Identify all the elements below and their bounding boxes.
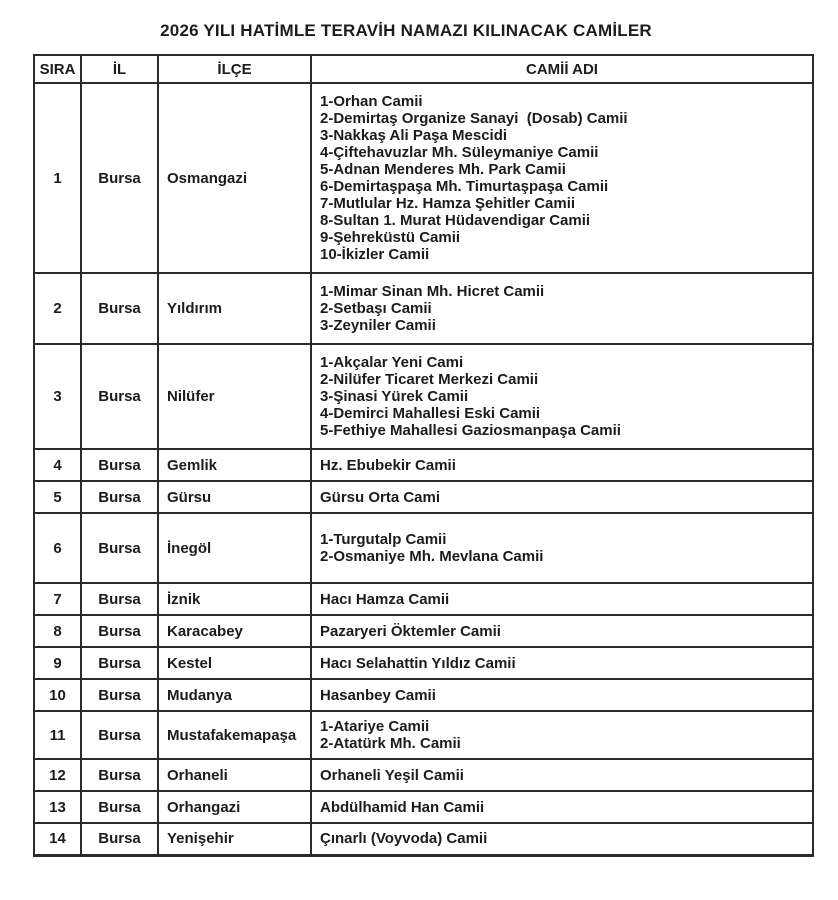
cell-sira: 5 — [34, 481, 81, 513]
table-row — [34, 344, 813, 449]
cell-il: Bursa — [81, 449, 158, 481]
cell-sira: 6 — [34, 513, 81, 583]
table-row — [34, 823, 813, 855]
cell-camii-adi — [311, 83, 813, 273]
cell-ilce: Yıldırım — [158, 273, 311, 344]
mosque-line: 4-Demirci Mahallesi Eski Camii — [320, 405, 541, 422]
mosque-line: 7-Mutlular Hz. Hamza Şehitler Camii — [320, 195, 576, 212]
column-header-camii-adi: CAMİİ ADI — [311, 55, 813, 83]
header-row — [34, 55, 813, 83]
mosque-line: Gürsu Orta Cami — [320, 488, 441, 506]
cell-ilce: Orhangazi — [158, 791, 311, 823]
cell-sira: 12 — [34, 759, 81, 791]
cell-ilce: Nilüfer — [158, 344, 311, 449]
cell-sira: 11 — [34, 711, 81, 759]
cell-sira: 3 — [34, 344, 81, 449]
cell-camii-adi — [311, 513, 813, 583]
cell-sira: 13 — [34, 791, 81, 823]
cell-camii-adi — [311, 679, 813, 711]
table-row — [34, 449, 813, 481]
cell-ilce: Mustafakemapaşa — [158, 711, 311, 759]
cell-il: Bursa — [81, 759, 158, 791]
cell-il: Bursa — [81, 273, 158, 344]
mosque-line: 1-Akçalar Yeni Cami — [320, 354, 464, 371]
column-header-sira: SIRA — [34, 55, 81, 83]
mosque-line: 2-Nilüfer Ticaret Merkezi Camii — [320, 371, 539, 388]
mosque-line: Pazaryeri Öktemler Camii — [320, 622, 501, 640]
mosque-line: 5-Adnan Menderes Mh. Park Camii — [320, 161, 566, 178]
mosque-line: 2-Setbaşı Camii — [320, 300, 432, 317]
cell-ilce: Orhaneli — [158, 759, 311, 791]
cell-il: Bursa — [81, 83, 158, 273]
column-header-il: İL — [81, 55, 158, 83]
cell-sira: 2 — [34, 273, 81, 344]
cell-ilce: Osmangazi — [158, 83, 311, 273]
mosque-line: 3-Şinasi Yürek Camii — [320, 388, 469, 405]
cell-sira: 7 — [34, 583, 81, 615]
cell-ilce: Yenişehir — [158, 823, 311, 855]
mosque-line: Abdülhamid Han Camii — [320, 798, 485, 816]
cell-il: Bursa — [81, 679, 158, 711]
mosque-line: 2-Atatürk Mh. Camii — [320, 735, 461, 752]
mosque-line: 2-Demirtaş Organize Sanayi (Dosab) Camii — [320, 110, 628, 127]
cell-sira: 10 — [34, 679, 81, 711]
mosque-line: 1-Turgutalp Camii — [320, 531, 447, 548]
mosque-line: 6-Demirtaşpaşa Mh. Timurtaşpaşa Camii — [320, 178, 609, 195]
cell-camii-adi — [311, 791, 813, 823]
cell-il: Bursa — [81, 823, 158, 855]
mosque-line: 1-Mimar Sinan Mh. Hicret Camii — [320, 283, 545, 300]
mosque-line: Hasanbey Camii — [320, 686, 436, 704]
cell-sira: 8 — [34, 615, 81, 647]
cell-ilce: İznik — [158, 583, 311, 615]
mosque-line: 1-Orhan Camii — [320, 93, 423, 110]
table-body — [34, 83, 813, 855]
cell-il: Bursa — [81, 583, 158, 615]
table-row — [34, 647, 813, 679]
cell-camii-adi — [311, 583, 813, 615]
table-row — [34, 83, 813, 273]
cell-ilce: Mudanya — [158, 679, 311, 711]
cell-il: Bursa — [81, 615, 158, 647]
cell-camii-adi — [311, 823, 813, 855]
cell-camii-adi — [311, 759, 813, 791]
cell-sira: 9 — [34, 647, 81, 679]
cell-camii-adi — [311, 273, 813, 344]
cell-il: Bursa — [81, 481, 158, 513]
mosque-line: Hacı Hamza Camii — [320, 590, 450, 608]
table-row — [34, 615, 813, 647]
cell-ilce: Gemlik — [158, 449, 311, 481]
mosque-line: 2-Osmaniye Mh. Mevlana Camii — [320, 548, 544, 565]
mosque-line: 8-Sultan 1. Murat Hüdavendigar Camii — [320, 212, 591, 229]
mosque-line: Hacı Selahattin Yıldız Camii — [320, 654, 516, 672]
table-row — [34, 273, 813, 344]
cell-il: Bursa — [81, 647, 158, 679]
cell-camii-adi — [311, 615, 813, 647]
table-row — [34, 513, 813, 583]
mosque-line: 3-Zeyniler Camii — [320, 317, 436, 334]
table-row — [34, 759, 813, 791]
mosque-line: 3-Nakkaş Ali Paşa Mescidi — [320, 127, 508, 144]
table-row — [34, 583, 813, 615]
cell-il: Bursa — [81, 513, 158, 583]
table-row — [34, 711, 813, 759]
cell-ilce: İnegöl — [158, 513, 311, 583]
mosque-line: Hz. Ebubekir Camii — [320, 456, 456, 474]
mosque-line: 10-İkizler Camii — [320, 246, 430, 263]
cell-camii-adi — [311, 711, 813, 759]
cell-camii-adi — [311, 481, 813, 513]
cell-ilce: Karacabey — [158, 615, 311, 647]
mosque-line: 5-Fethiye Mahallesi Gaziosmanpaşa Camii — [320, 422, 621, 439]
cell-il: Bursa — [81, 791, 158, 823]
table-row — [34, 481, 813, 513]
mosque-line: 4-Çiftehavuzlar Mh. Süleymaniye Camii — [320, 144, 599, 161]
cell-il: Bursa — [81, 711, 158, 759]
cell-sira: 14 — [34, 823, 81, 855]
column-header-ilce: İLÇE — [158, 55, 311, 83]
cell-camii-adi — [311, 647, 813, 679]
cell-camii-adi — [311, 449, 813, 481]
page-title: 2026 YILI HATİMLE TERAVİH NAMAZI KILINACAK CAMİLER — [160, 21, 652, 40]
cell-camii-adi — [311, 344, 813, 449]
table-row — [34, 791, 813, 823]
mosque-line: Orhaneli Yeşil Camii — [320, 766, 464, 784]
mosque-table — [33, 54, 814, 857]
cell-sira: 4 — [34, 449, 81, 481]
mosque-line: Çınarlı (Voyvoda) Camii — [320, 830, 488, 848]
mosque-line: 1-Atariye Camii — [320, 718, 430, 735]
mosque-line: 9-Şehreküstü Camii — [320, 229, 461, 246]
cell-ilce: Kestel — [158, 647, 311, 679]
table-row — [34, 679, 813, 711]
cell-il: Bursa — [81, 344, 158, 449]
cell-sira: 1 — [34, 83, 81, 273]
cell-ilce: Gürsu — [158, 481, 311, 513]
